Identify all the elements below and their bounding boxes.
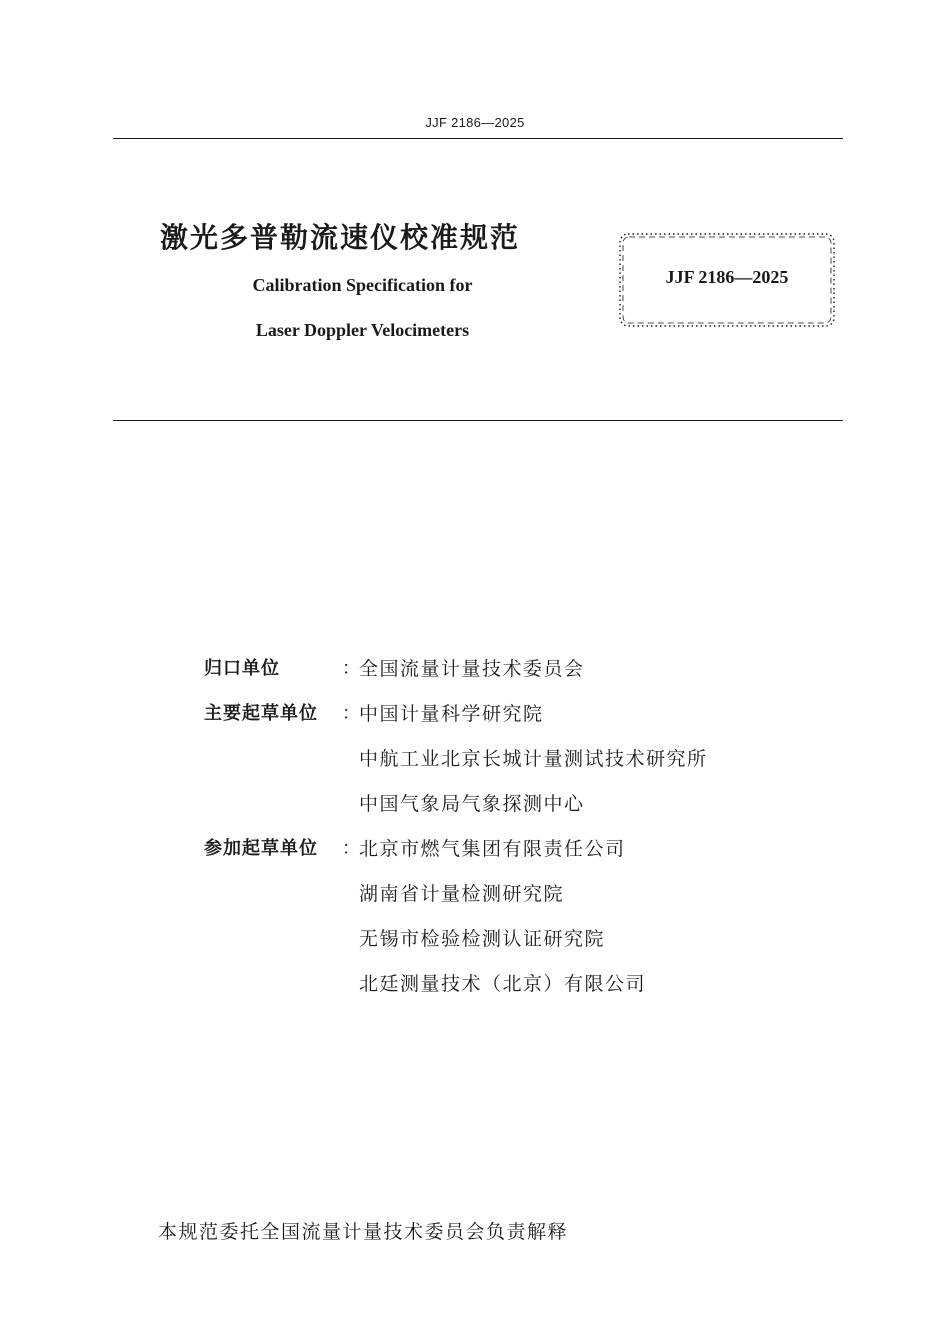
title-english-line2: Laser Doppler Velocimeters xyxy=(255,320,470,340)
participating-drafting-unit-4: 北廷测量技术（北京）有限公司 xyxy=(359,973,647,995)
standard-code-box xyxy=(617,231,837,329)
interpretation-note: 本规范委托全国流量计量技术委员会负责解释 xyxy=(158,1221,569,1243)
responsible-unit-label: 归口单位 xyxy=(204,658,280,679)
participating-drafting-row xyxy=(204,970,824,1015)
participating-drafting-row xyxy=(204,925,824,970)
participating-drafting-row xyxy=(204,835,824,880)
main-drafting-unit-2: 中航工业北京长城计量测试技术研究所 xyxy=(359,748,708,770)
title-chinese: 激光多普勒流速仪校准规范 xyxy=(160,221,521,254)
main-drafting-row xyxy=(204,745,824,790)
participating-drafting-unit-1: 北京市燃气集团有限责任公司 xyxy=(359,838,626,860)
participating-drafting-row xyxy=(204,880,824,925)
participating-drafting-label: 参加起草单位 xyxy=(204,838,318,859)
main-drafting-row xyxy=(204,790,824,835)
label-colon: ： xyxy=(342,658,360,679)
participating-drafting-unit-3: 无锡市检验检测认证研究院 xyxy=(359,928,606,950)
main-drafting-unit-3: 中国气象局气象探测中心 xyxy=(359,793,585,815)
responsible-unit-value: 全国流量计量技术委员会 xyxy=(359,658,585,680)
middle-divider xyxy=(113,420,843,421)
responsible-unit-row xyxy=(204,655,824,700)
title-english-line1: Calibration Specification for xyxy=(252,275,473,295)
drafting-organizations xyxy=(204,655,824,1015)
main-drafting-unit-1: 中国计量科学研究院 xyxy=(359,703,544,725)
label-colon: ： xyxy=(342,703,360,724)
top-divider xyxy=(113,138,843,139)
main-drafting-row xyxy=(204,700,824,745)
label-colon: ： xyxy=(342,838,360,859)
participating-drafting-unit-2: 湖南省计量检测研究院 xyxy=(359,883,565,905)
header-standard-code: JJF 2186—2025 xyxy=(425,115,525,130)
standard-code: JJF 2186—2025 xyxy=(665,267,789,287)
main-drafting-label: 主要起草单位 xyxy=(204,703,318,724)
